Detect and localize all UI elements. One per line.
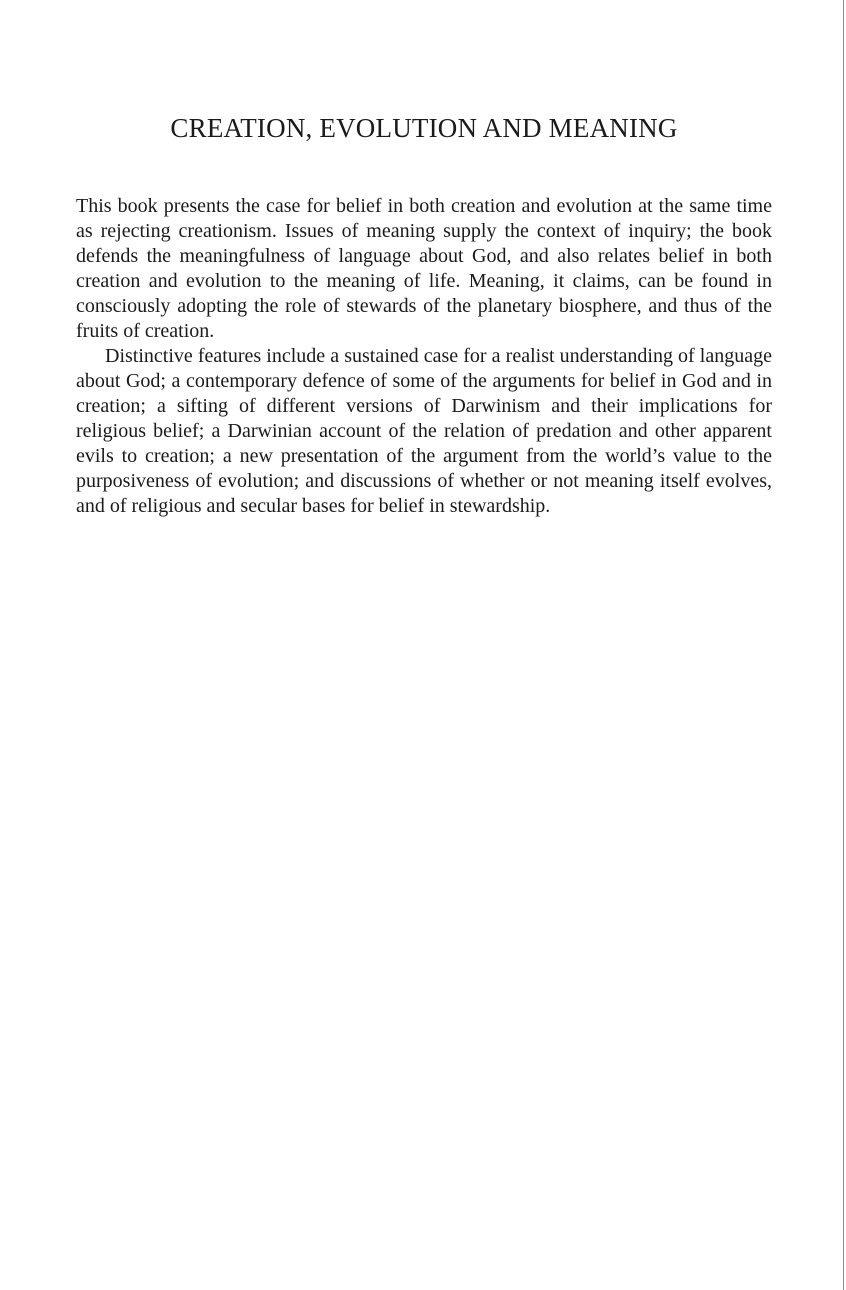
description-paragraph-2: Distinctive features include a sustained case for a realist understanding of language about God; a contemporary defence of some of the arguments for belief in God and in creation; a sifting of different versions of Darwinism and their implications for religious belief; a Darwinian account of the relation of predation and other apparent evils to creation; a new presentation of the argument from the world’s value to the purposiveness of evolution; and discussions of whether or not meaning itself evolves, and of religious and secular bases for belief in stewardship. [76, 345, 772, 517]
book-title: CREATION, EVOLUTION AND MEANING [170, 113, 678, 143]
description-paragraph-1: This book presents the case for belief in both creation and evolution at the same time as rejecting creationism. Issues of meaning supply the context of inquiry; the book defends the meaningfulness of language about God, and also relates belief in both creation and evolution to the meaning of life. Meaning, it claims, can be found in consciously adopting the role of stewards of the planetary biosphere, and thus of the fruits of creation. [76, 195, 772, 342]
page-edge-divider [843, 0, 844, 1290]
book-description [76, 194, 772, 519]
